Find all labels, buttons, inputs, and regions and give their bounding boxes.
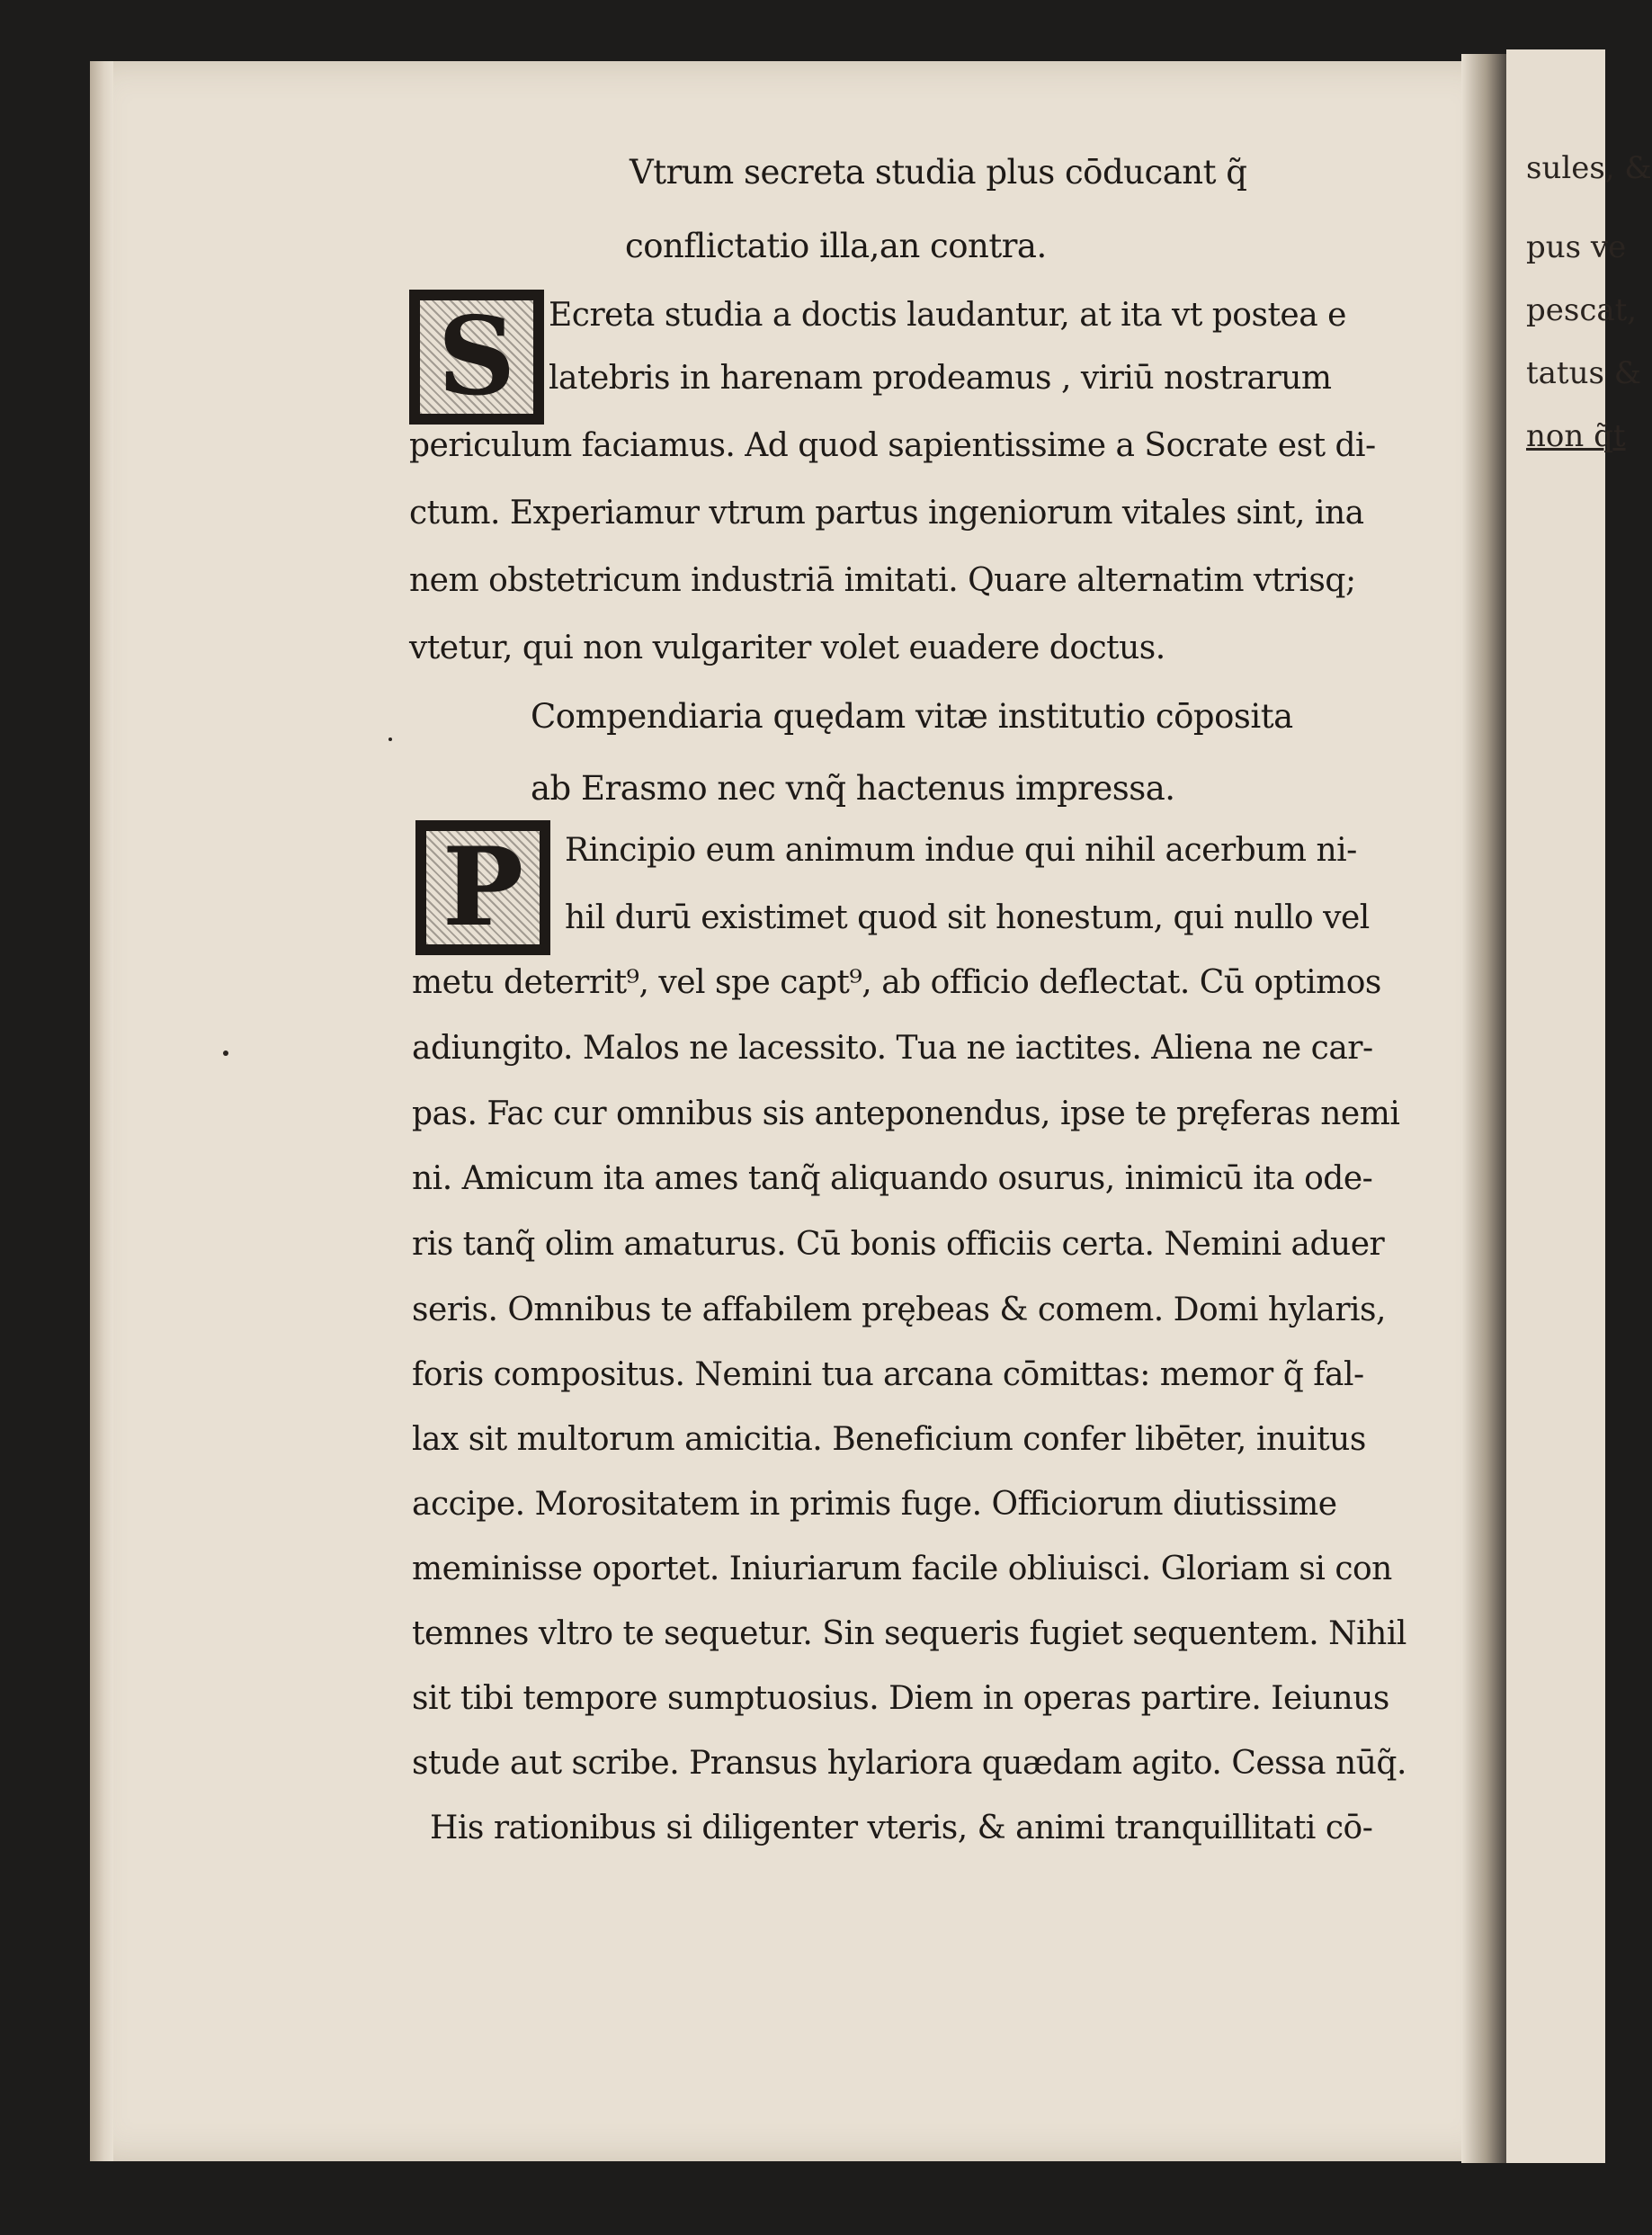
text-line: sit tibi tempore sumptuosius. Diem in operas partire. Ieiunus (412, 1680, 1389, 1717)
text-line: foris compositus. Nemini tua arcana cōmittas: memor q̃ fal- (412, 1356, 1364, 1393)
facing-page (1506, 49, 1652, 2163)
text-line: ctum. Experiamur vtrum partus ingeniorum vitales sint, ina (409, 495, 1364, 532)
text-line: seris. Omnibus te affabilem prębeas & comem. Domi hylaris, (412, 1292, 1386, 1328)
page-edge (90, 61, 113, 2161)
decorated-initial-letter: P (426, 831, 540, 944)
facing-line: pescat, (1526, 292, 1638, 328)
text-line: Ecreta studia a doctis laudantur, at ita vt postea e (549, 297, 1346, 334)
text-line: pas. Fac cur omnibus sis anteponendus, ipse te pręferas nemi (412, 1095, 1400, 1132)
text-line: hil durū existimet quod sit honestum, qui nullo vel (565, 899, 1370, 936)
facing-line: pus ve (1526, 229, 1627, 265)
text-line: stude aut scribe. Pransus hylariora quædam agito. Cessa nūq̃. (412, 1745, 1406, 1782)
text-line: meminisse oportet. Iniuriarum facile obliuisci. Gloriam si con (412, 1551, 1392, 1587)
text-line: His rationibus si diligenter vteris, & animi tranquillitati cō- (430, 1810, 1373, 1846)
facing-line: non q̃t (1526, 418, 1626, 454)
decorated-initial-p (415, 820, 550, 955)
paper-speck (388, 738, 392, 741)
text-line: adiungito. Malos ne lacessito. Tua ne iactites. Aliena ne car- (412, 1030, 1373, 1067)
text-line: ni. Amicum ita ames tanq̃ aliquando osurus, inimicū ita ode- (412, 1160, 1373, 1197)
paper-speck (223, 1050, 228, 1056)
text-line: metu deterrit⁹, vel spe capt⁹, ab officio deflectat. Cū optimos (412, 964, 1381, 1001)
text-line: Rincipio eum animum indue qui nihil acerbum ni- (565, 832, 1357, 869)
text-line: lax sit multorum amicitia. Beneficium confer libēter, inuitus (412, 1421, 1366, 1458)
text-line: ris tanq̃ olim amaturus. Cū bonis officiis certa. Nemini aduer (412, 1226, 1385, 1263)
decorated-initial-s (409, 290, 544, 425)
text-line: temnes vltro te sequetur. Sin sequeris fugiet sequentem. Nihil (412, 1615, 1406, 1652)
text-line: periculum faciamus. Ad quod sapientissime a Socrate est di- (409, 427, 1376, 464)
facing-line: sules, & (1526, 150, 1652, 186)
text-line: vtetur, qui non vulgariter volet euadere doctus. (409, 630, 1165, 666)
section-heading-line: ab Erasmo nec vnq̃ hactenus impressa. (531, 769, 1175, 808)
text-line: accipe. Morositatem in primis fuge. Officiorum diutissime (412, 1486, 1337, 1523)
text-line: latebris in harenam prodeamus , viriū nostrarum (549, 360, 1332, 397)
text-line: nem obstetricum industriā imitati. Quare alternatim vtrisq; (409, 562, 1356, 599)
facing-line: tatus & (1526, 355, 1642, 391)
decorated-initial-letter: S (420, 300, 533, 414)
title-line: conflictatio illa,an contra. (625, 227, 1047, 265)
title-line: Vtrum secreta studia plus cōducant q̃ (630, 153, 1247, 192)
section-heading-line: Compendiaria quędam vitæ institutio cōposita (531, 697, 1293, 736)
book-gutter (1461, 54, 1506, 2163)
